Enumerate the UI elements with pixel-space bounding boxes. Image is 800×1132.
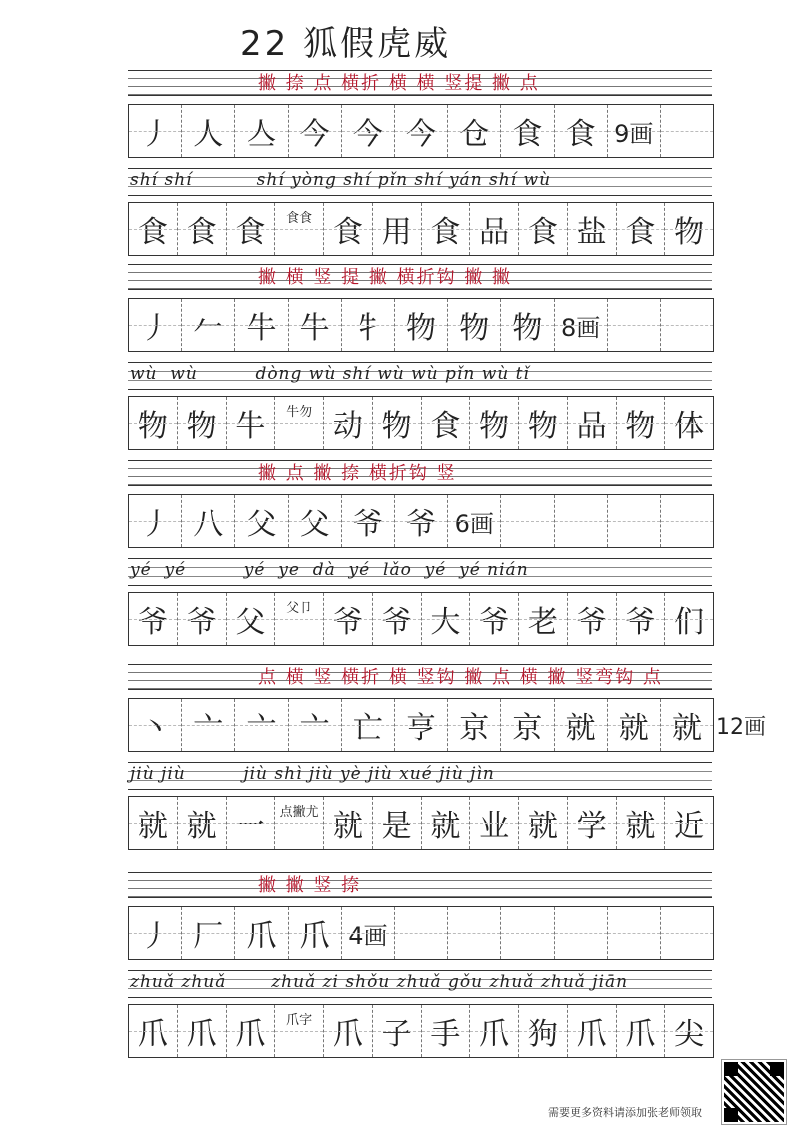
word-grid-row [128, 202, 714, 256]
grid-cell: 牛 [227, 397, 276, 449]
grid-cell [501, 907, 554, 959]
grid-cell [555, 907, 608, 959]
grid-cell: 食 [422, 203, 471, 255]
pinyin-text: zhuǎ zhuǎ zhuǎ zi shǒu zhuǎ gǒu zhuǎ zhuǎ jiān [130, 972, 629, 992]
stroke-grid-row [128, 906, 714, 960]
grid-cell: 爪 [470, 1005, 519, 1057]
grid-cell: 食食 [275, 203, 324, 255]
grid-cell: 爷 [568, 593, 617, 645]
grid-cell: 食 [227, 203, 276, 255]
grid-cell: 物 [519, 397, 568, 449]
grid-cell: 4画 [342, 907, 395, 959]
stroke-count-note: 12画 [716, 715, 766, 740]
word-grid-row [128, 1004, 714, 1058]
stroke-names-text: 撇 撇 竖 捺 [258, 875, 362, 896]
grid-cell: 父 [227, 593, 276, 645]
grid-cell: 物 [501, 299, 554, 351]
grid-cell: 用 [373, 203, 422, 255]
grid-cell: 就 [661, 699, 713, 751]
grid-cell [608, 907, 661, 959]
stroke-grid-row [128, 494, 714, 548]
page-title: 22 狐假虎威 [240, 24, 452, 64]
grid-cell: 物 [373, 397, 422, 449]
grid-cell: 亡 [342, 699, 395, 751]
grid-cell: 亠 [289, 699, 342, 751]
grid-cell: 爪 [289, 907, 342, 959]
grid-cell [448, 907, 501, 959]
grid-cell: 厂 [182, 907, 235, 959]
grid-cell: 就 [178, 797, 227, 849]
grid-cell: 爷 [129, 593, 178, 645]
grid-cell: 今 [342, 105, 395, 157]
grid-cell: 品 [568, 397, 617, 449]
stroke-grid-row [128, 298, 714, 352]
grid-cell [608, 299, 661, 351]
grid-cell: 物 [665, 203, 713, 255]
grid-cell: 大 [422, 593, 471, 645]
stroke-order-line [128, 264, 712, 290]
grid-cell: 就 [617, 797, 666, 849]
grid-cell: 爪 [617, 1005, 666, 1057]
grid-cell: 食 [422, 397, 471, 449]
grid-cell: 爪 [324, 1005, 373, 1057]
grid-cell: 就 [608, 699, 661, 751]
grid-cell: 丿 [129, 105, 182, 157]
grid-cell: 尖 [665, 1005, 713, 1057]
pinyin-line [128, 970, 712, 998]
grid-cell: 点撇尤 [275, 797, 324, 849]
grid-cell: 9画 [608, 105, 661, 157]
grid-cell [395, 907, 448, 959]
footer-note: 需要更多资料请添加张老师领取 [548, 1106, 702, 1119]
grid-cell [555, 495, 608, 547]
grid-cell: 就 [129, 797, 178, 849]
grid-cell: 爪 [227, 1005, 276, 1057]
pinyin-text: jiù jiù jiù shì jiù yè jiù xué jiù jìn [130, 764, 495, 784]
grid-cell: 京 [501, 699, 554, 751]
grid-cell: 爷 [470, 593, 519, 645]
word-grid-row [128, 592, 714, 646]
grid-cell: 食 [178, 203, 227, 255]
grid-cell: 们 [665, 593, 713, 645]
grid-cell: 就 [519, 797, 568, 849]
stroke-order-line [128, 70, 712, 96]
grid-cell: 食 [501, 105, 554, 157]
stroke-order-line [128, 460, 712, 486]
grid-cell: 就 [555, 699, 608, 751]
grid-cell: 牛 [235, 299, 288, 351]
qr-code-image [722, 1060, 786, 1124]
grid-cell: 6画 [448, 495, 501, 547]
grid-cell: 一 [227, 797, 276, 849]
grid-cell: 爪字 [275, 1005, 324, 1057]
grid-cell: 爷 [617, 593, 666, 645]
grid-cell: 爷 [395, 495, 448, 547]
grid-cell [661, 907, 713, 959]
grid-cell: 爷 [342, 495, 395, 547]
grid-cell: 盐 [568, 203, 617, 255]
grid-cell: 动 [324, 397, 373, 449]
grid-cell: 父 [235, 495, 288, 547]
grid-cell: 丶 [129, 699, 182, 751]
grid-cell: 食 [555, 105, 608, 157]
stroke-order-line [128, 664, 712, 690]
grid-cell: 丿 [129, 495, 182, 547]
grid-cell: 爷 [373, 593, 422, 645]
grid-cell: 是 [373, 797, 422, 849]
stroke-names-text: 撇 捺 点 横折 横 横 竖提 撇 点 [258, 73, 540, 94]
pinyin-text: shí shí shí yòng shí pǐn shí yán shí wù [130, 170, 552, 190]
grid-cell: 物 [129, 397, 178, 449]
grid-cell: 品 [470, 203, 519, 255]
grid-cell: 亼 [235, 105, 288, 157]
grid-cell: 食 [519, 203, 568, 255]
grid-cell: 业 [470, 797, 519, 849]
grid-cell: 物 [448, 299, 501, 351]
grid-cell: 物 [395, 299, 448, 351]
grid-cell: 今 [289, 105, 342, 157]
grid-cell: 丿 [129, 907, 182, 959]
grid-cell: 物 [470, 397, 519, 449]
stroke-names-text: 点 横 竖 横折 横 竖钩 撇 点 横 撇 竖弯钩 点 [258, 667, 663, 688]
grid-cell: 手 [422, 1005, 471, 1057]
pinyin-text: wù wù dòng wù shí wù wù pǐn wù tǐ [130, 364, 530, 384]
grid-cell: 牛勿 [275, 397, 324, 449]
grid-cell: 父 [289, 495, 342, 547]
grid-cell: 食 [324, 203, 373, 255]
grid-cell: 亠 [235, 699, 288, 751]
grid-cell: 食 [617, 203, 666, 255]
grid-cell: 近 [665, 797, 713, 849]
grid-cell: 8画 [555, 299, 608, 351]
grid-cell: 就 [422, 797, 471, 849]
grid-cell [661, 495, 713, 547]
stroke-grid-row [128, 104, 714, 158]
grid-cell: 仓 [448, 105, 501, 157]
grid-cell: 爪 [235, 907, 288, 959]
grid-cell: 狗 [519, 1005, 568, 1057]
grid-cell: 爷 [178, 593, 227, 645]
stroke-order-line [128, 872, 712, 898]
grid-cell: 𠂉 [182, 299, 235, 351]
stroke-names-text: 撇 横 竖 提 撇 横折钩 撇 撇 [258, 267, 513, 288]
grid-cell: 老 [519, 593, 568, 645]
grid-cell: 牛 [289, 299, 342, 351]
grid-cell: 食 [129, 203, 178, 255]
word-grid-row [128, 396, 714, 450]
grid-cell: 人 [182, 105, 235, 157]
grid-cell: 爪 [129, 1005, 178, 1057]
grid-cell: 牜 [342, 299, 395, 351]
grid-cell: 爷 [324, 593, 373, 645]
grid-cell: 八 [182, 495, 235, 547]
grid-cell [661, 299, 713, 351]
pinyin-line [128, 168, 712, 196]
grid-cell [661, 105, 713, 157]
grid-cell: 爪 [178, 1005, 227, 1057]
grid-cell: 今 [395, 105, 448, 157]
pinyin-line [128, 558, 712, 586]
grid-cell: 就 [324, 797, 373, 849]
grid-cell: 物 [617, 397, 666, 449]
grid-cell [608, 495, 661, 547]
stroke-grid-row [128, 698, 714, 752]
grid-cell: 子 [373, 1005, 422, 1057]
word-grid-row [128, 796, 714, 850]
pinyin-text: yé yé yé ye dà yé lǎo yé yé nián [130, 560, 529, 580]
grid-cell: 学 [568, 797, 617, 849]
grid-cell: 京 [448, 699, 501, 751]
grid-cell [501, 495, 554, 547]
grid-cell: 亨 [395, 699, 448, 751]
grid-cell: 物 [178, 397, 227, 449]
stroke-names-text: 撇 点 撇 捺 横折钩 竖 [258, 463, 457, 484]
grid-cell: 亠 [182, 699, 235, 751]
grid-cell: 丿 [129, 299, 182, 351]
grid-cell: 父卩 [275, 593, 324, 645]
pinyin-line [128, 762, 712, 790]
grid-cell: 体 [665, 397, 713, 449]
pinyin-line [128, 362, 712, 390]
grid-cell: 爪 [568, 1005, 617, 1057]
